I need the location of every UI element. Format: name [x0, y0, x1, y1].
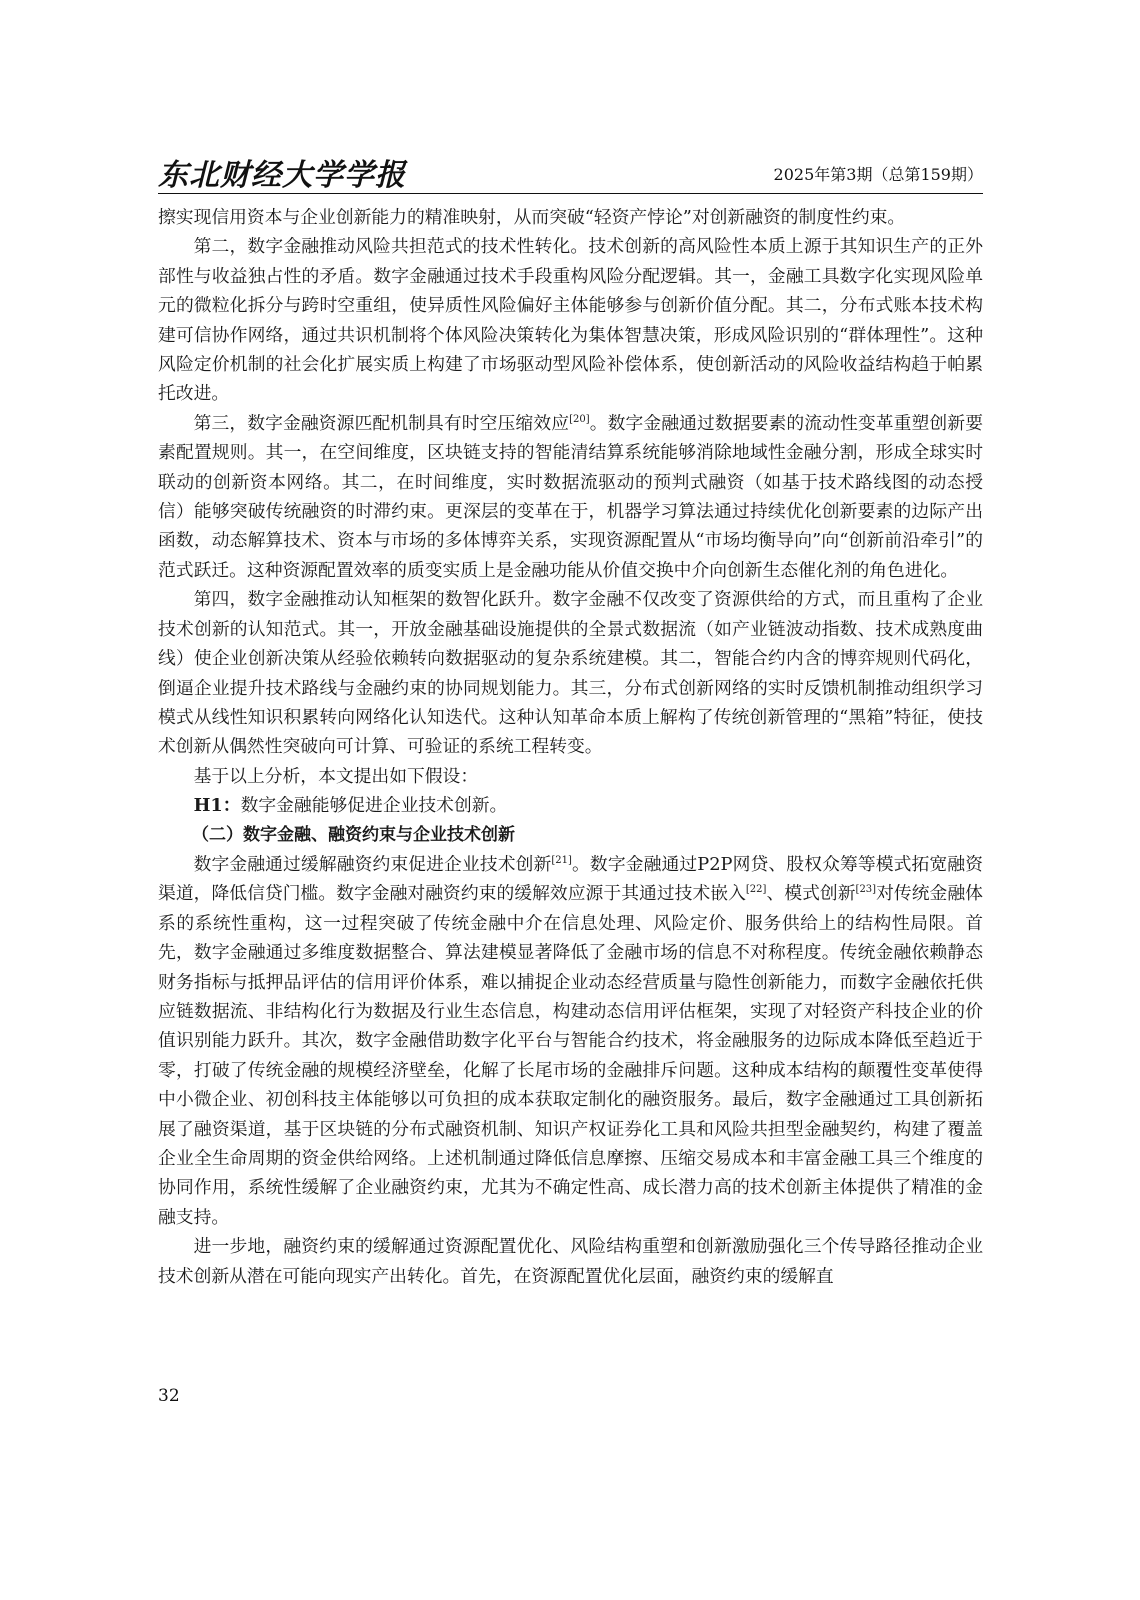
paragraph: 第三，数字金融资源匹配机制具有时空压缩效应[20]。数字金融通过数据要素的流动性变革重塑创新要素配置规则。其一，在空间维度，区块链支持的智能清结算系统能够消除地域性金融分割，形成全球实时联动的创新资本网络。其二，在时间维度，实时数据流驱动的预判式融资（如基于技术路线图的动态授信）能够突破传统融资的时滞约束。更深层的变革在于，机器学习算法通过持续优化创新要素的边际产出函数，动态解算技术、资本与市场的多体博弈关系，实现资源配置从“市场均衡导向”向“创新前沿牵引”的范式跃迁。这种资源配置效率的质变实质上是金融功能从价值交换中介向创新生态催化剂的角色进化。 — [158, 412, 983, 581]
journal-title: 东北财经大学学报 — [158, 158, 406, 193]
citation[interactable]: [22] — [745, 884, 767, 896]
hypothesis-label: H1： — [193, 795, 241, 817]
citation[interactable]: [20] — [569, 413, 590, 425]
section-heading: （二）数字金融、融资约束与企业技术创新 — [192, 824, 515, 845]
paragraph: 第四，数字金融推动认知框架的数智化跃升。数字金融不仅改变了资源供给的方式，而且重构了企业技术创新的认知范式。其一，开放金融基础设施提供的全景式数据流（如产业链波动指数、技术成熟度曲线）使企业创新决策从经验依赖转向数据驱动的复杂系统建模。其二，智能合约内含的博弈规则代码化，倒逼企业提升技术路线与金融约束的协同规划能力。其三，分布式创新网络的实时反馈机制推动组织学习模式从线性知识积累转向网络化认知迭代。这种认知革命本质上解构了传统创新管理的“黑箱”特征，使技术创新从偶然性突破向可计算、可验证的系统工程转变。 — [158, 589, 983, 758]
paragraph: 擦实现信用资本与企业创新能力的精准映射，从而突破“轻资产悖论”对创新融资的制度性约束。 — [158, 207, 906, 228]
citation[interactable]: [21] — [551, 855, 572, 867]
page-header — [158, 150, 983, 192]
article-body — [158, 203, 983, 1291]
paragraph: 第二，数字金融推动风险共担范式的技术性转化。技术创新的高风险性本质上源于其知识生产的正外部性与收益独占性的矛盾。数字金融通过技术手段重构风险分配逻辑。其一，金融工具数字化实现风险单元的微粒化拆分与跨时空重组，使异质性风险偏好主体能够参与创新价值分配。其二，分布式账本技术构建可信协作网络，通过共识机制将个体风险决策转化为集体智慧决策，形成风险识别的“群体理性”。这种风险定价机制的社会化扩展实质上构建了市场驱动型风险补偿体系，使创新活动的风险收益结构趋于帕累托改进。 — [158, 236, 983, 405]
page-number: 32 — [158, 1386, 180, 1406]
paragraph: 进一步地，融资约束的缓解通过资源配置优化、风险结构重塑和创新激励强化三个传导路径推动企业技术创新从潜在可能向现实产出转化。首先，在资源配置优化层面，融资约束的缓解直 — [158, 1236, 983, 1287]
hypothesis: H1：数字金融能够促进企业技术创新。 — [193, 795, 508, 817]
citation[interactable]: [23] — [855, 884, 877, 896]
issue-info: 2025年第3期（总第159期） — [773, 165, 983, 184]
paragraph: 基于以上分析，本文提出如下假设： — [193, 765, 479, 787]
paragraph: 数字金融通过缓解融资约束促进企业技术创新[21]。数字金融通过P2P网贷、股权众筹等模式拓宽融资渠道，降低信贷门槛。数字金融对融资约束的缓解效应源于其通过技术嵌入[22]、模式创新[23]对传统金融体系的系统性重构，这一过程突破了传统金融中介在信息处理、风险定价、服务供给上的结构性局限。首先，数字金融通过多维度数据整合、算法建模显著降低了金融市场的信息不对称程度。传统金融依赖静态财务指标与抵押品评估的信用评价体系，难以捕捉企业动态经营质量与隐性创新能力，而数字金融依托供应链数据流、非结构化行为数据及行业生态信息，构建动态信用评估框架，实现了对轻资产科技企业的价值识别能力跃升。其次，数字金融借助数字化平台与智能合约技术，将金融服务的边际成本降低至趋近于零，打破了传统金融的规模经济壁垒，化解了长尾市场的金融排斥问题。这种成本结构的颠覆性变革使得中小微企业、初创科技主体能够以可负担的成本获取定制化的融资服务。最后，数字金融通过工具创新拓展了融资渠道，基于区块链的分布式融资机制、知识产权证券化工具和风险共担型金融契约，构建了覆盖企业全生命周期的资金供给网络。上述机制通过降低信息摩擦、压缩交易成本和丰富金融工具三个维度的协同作用，系统性缓解了企业融资约束，尤其为不确定性高、成长潜力高的技术创新主体提供了精准的金融支持。 — [158, 853, 983, 1228]
header-divider — [158, 193, 983, 194]
